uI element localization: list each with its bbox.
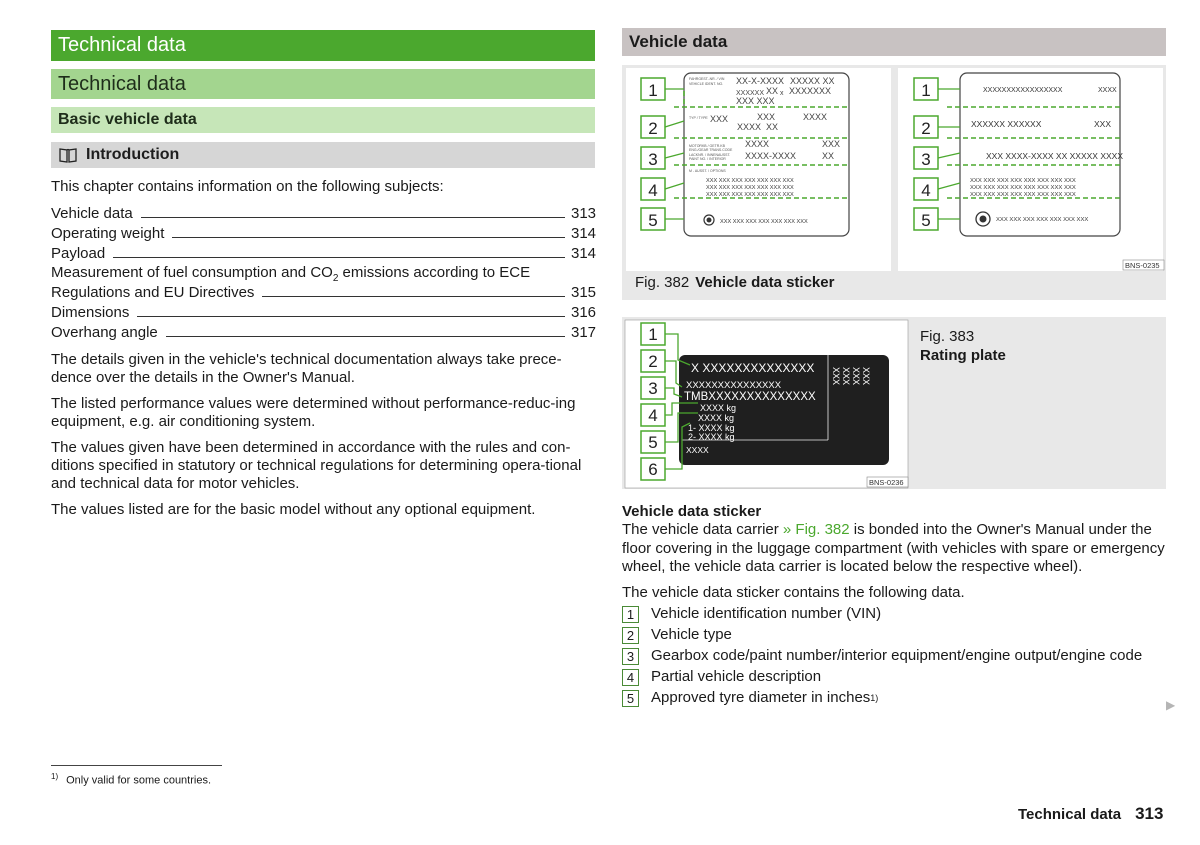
callout-4: 4 <box>648 181 658 200</box>
toc-page: 315 <box>571 284 597 301</box>
footer-title: Technical data <box>1018 806 1122 823</box>
intro-header <box>51 142 595 168</box>
callout-4: 4 <box>921 181 931 200</box>
svg-text:XXX: XXX <box>831 367 841 386</box>
figure-title: Vehicle data sticker <box>695 274 835 291</box>
toc-title: Operating weight <box>51 225 165 242</box>
callout-3: 3 <box>921 150 931 169</box>
svg-text:XXX: XXX <box>710 114 729 124</box>
callout-2: 2 <box>921 119 931 138</box>
rating-plate-illustration <box>622 317 912 489</box>
toc-entry-line1[interactable]: Measurement of fuel consumption and $CO_2$ emissions according to ECE <box>51 264 531 284</box>
svg-text:XX-X-XXXX: XX-X-XXXX <box>736 76 785 86</box>
svg-text:XXXX: XXXX <box>803 112 828 122</box>
subsection-header: Basic vehicle data <box>51 107 595 133</box>
svg-text:X XXXXXXXXXXXXXX: X XXXXXXXXXXXXXX <box>691 361 815 375</box>
item-number-badge: 2 <box>622 627 639 644</box>
svg-text:XXX XXX XXX XXX XXX XXX XXX XX: XXX XXX XXX XXX XXX XXX XXX XXX <box>970 192 1076 198</box>
callout-2: 2 <box>648 352 658 371</box>
svg-text:XXX: XXX <box>841 367 851 386</box>
svg-text:XXX XXX XXX XXX XXX XXX XXX: XXX XXX XXX XXX XXX XXX XXX <box>720 219 808 225</box>
chapter-header: Technical data <box>51 30 595 61</box>
item-number-badge: 4 <box>622 669 639 686</box>
callout-3: 3 <box>648 379 658 398</box>
svg-text:ENG./GEAR TRANS.CODE: ENG./GEAR TRANS.CODE <box>689 148 733 152</box>
toc-page: 314 <box>571 245 597 262</box>
svg-text:LACKNR. / INNENAUSST.: LACKNR. / INNENAUSST. <box>689 153 731 157</box>
vehicle-data-header: Vehicle data <box>622 28 1166 56</box>
paragraph: The listed performance values were determined without performance-reduc-ing equipment, e.g. air conditioning system. <box>51 395 576 430</box>
svg-text:XXX: XXX <box>1094 119 1112 129</box>
item-number-badge: 1 <box>622 606 639 623</box>
toc-entry[interactable] <box>51 282 595 302</box>
paragraph: The details given in the vehicle's technical documentation always take prece-dence over the details in the Owner's Manual. <box>51 351 562 386</box>
svg-text:M - AUSST. / OPTIONS: M - AUSST. / OPTIONS <box>689 169 726 173</box>
callout-5: 5 <box>921 211 931 230</box>
toc-page: 317 <box>571 324 597 341</box>
callout-4: 4 <box>648 406 658 425</box>
figure-code: BNS-0235 <box>1125 261 1160 270</box>
item-number-badge: 5 <box>622 690 639 707</box>
svg-text:XXX: XXX <box>822 139 841 149</box>
svg-text:XXXXXXXXXXXXXXX: XXXXXXXXXXXXXXX <box>686 380 782 391</box>
svg-text:XXX XXX XXX XXX XXX XXX XXX XX: XXX XXX XXX XXX XXX XXX XXX XXX <box>970 178 1076 184</box>
figure-title: Rating plate <box>920 347 1006 364</box>
svg-text:XX: XX <box>766 86 779 96</box>
svg-text:2- XXXX kg: 2- XXXX kg <box>688 432 735 442</box>
toc-entry[interactable] <box>51 203 595 223</box>
svg-text:XXX XXX XXX XXX XXX XXX XXX: XXX XXX XXX XXX XXX XXX XXX <box>706 178 794 184</box>
sticker-description: The vehicle data carrier » Fig. 382 is bonded into the Owner's Manual under the floor covering in the luggage compartment (with vehicles with spare or emergency wheel, the vehicle data carrier is located below the respective wheel). <box>622 521 1165 575</box>
svg-text:XXX XXX XXX XXX XXX XXX XXX XX: XXX XXX XXX XXX XXX XXX XXX XXX <box>970 185 1076 191</box>
toc-leader <box>137 316 565 317</box>
figure-number: Fig. 383 <box>920 328 975 345</box>
section-header: Technical data <box>51 69 595 99</box>
figure-number: Fig. 382 <box>635 274 690 291</box>
callout-2: 2 <box>648 119 658 138</box>
svg-text:XXXX kg: XXXX kg <box>698 413 735 423</box>
toc-title: Vehicle data <box>51 205 133 222</box>
svg-text:XXX XXX XXX XXX XXX XXX XXX: XXX XXX XXX XXX XXX XXX XXX <box>706 185 794 191</box>
svg-text:XXXXXXX: XXXXXXX <box>789 86 832 96</box>
list-item: 4 Partial vehicle description <box>622 668 1166 686</box>
toc-leader <box>113 257 565 258</box>
svg-text:XXXXX XX: XXXXX XX <box>790 76 835 86</box>
table-of-contents <box>51 203 595 342</box>
item-number-badge: 3 <box>622 648 639 665</box>
toc-entry[interactable] <box>51 302 595 322</box>
toc-entry[interactable] <box>51 322 595 342</box>
figure-link[interactable]: » Fig. 382 <box>782 521 850 538</box>
callout-1: 1 <box>921 81 931 100</box>
svg-text:XXX XXX XXX XXX XXX XXX XXX: XXX XXX XXX XXX XXX XXX XXX <box>996 217 1089 223</box>
callout-1: 1 <box>648 81 658 100</box>
footnote-reference[interactable]: 1) <box>870 692 879 703</box>
intro-header-label: Introduction <box>86 146 180 163</box>
svg-text:XXXXXXXXXXXXXXXXX: XXXXXXXXXXXXXXXXX <box>983 87 1063 94</box>
page-number: 313 <box>1135 804 1164 823</box>
svg-text:MOTORKB / GETR.KB: MOTORKB / GETR.KB <box>689 144 725 148</box>
svg-text:XXXX: XXXX <box>1098 87 1117 94</box>
figure-382 <box>622 65 1166 300</box>
toc-leader <box>166 336 565 337</box>
svg-text:VEHICLE IDENT. NO.: VEHICLE IDENT. NO. <box>689 82 724 86</box>
paragraph: The values listed are for the basic model without any optional equipment. <box>51 501 536 518</box>
left-column <box>51 30 595 519</box>
toc-leader <box>172 237 565 238</box>
svg-text:XXX XXX: XXX XXX <box>736 96 775 106</box>
callout-1: 1 <box>648 325 658 344</box>
svg-text:XX: XX <box>766 122 779 132</box>
toc-leader <box>141 217 565 218</box>
figure-caption <box>635 274 834 291</box>
footnote-divider <box>51 765 222 766</box>
svg-text:XXXX: XXXX <box>686 445 709 455</box>
toc-page: 316 <box>571 304 597 321</box>
callout-5: 5 <box>648 433 658 452</box>
callout-3: 3 <box>648 150 658 169</box>
list-intro: The vehicle data sticker contains the following data. <box>622 583 965 601</box>
toc-entry[interactable] <box>51 243 595 263</box>
list-item: 1 Vehicle identification number (VIN) <box>622 605 1166 623</box>
svg-text:1- XXXX kg: 1- XXXX kg <box>688 423 735 433</box>
svg-text:XXX: XXX <box>757 112 776 122</box>
svg-text:TMBXXXXXXXXXXXXXX: TMBXXXXXXXXXXXXXX <box>684 391 816 403</box>
callout-5: 5 <box>648 211 658 230</box>
svg-text:XXXXXX XXXXXX: XXXXXX XXXXXX <box>971 119 1042 129</box>
svg-text:XXXXXX: XXXXXX <box>736 90 765 97</box>
figure-code: BNS-0236 <box>869 478 904 487</box>
book-icon <box>58 147 78 163</box>
paragraph: The values given have been determined in accordance with the rules and con-ditions specified in statutory or technical regulations for determining opera-tional and technical data for motor vehicles. <box>51 439 582 492</box>
svg-text:XXX XXXX-XXXX XX XXXXX XXXX: XXX XXXX-XXXX XX XXXXX XXXX <box>986 151 1124 161</box>
svg-text:XXXX-XXXX: XXXX-XXXX <box>745 151 797 161</box>
toc-page: 313 <box>571 205 597 222</box>
toc-title: Dimensions <box>51 304 130 321</box>
svg-text:XXXX: XXXX <box>737 122 762 132</box>
svg-text:XX: XX <box>822 151 835 161</box>
svg-text:XXX: XXX <box>851 367 861 386</box>
toc-title: Payload <box>51 245 106 262</box>
toc-entry[interactable] <box>51 223 595 243</box>
toc-leader <box>262 296 565 297</box>
intro-text: This chapter contains information on the following subjects: <box>51 178 444 195</box>
list-item: 2 Vehicle type <box>622 626 1166 644</box>
toc-title: Overhang angle <box>51 324 158 341</box>
svg-text:FAHRGEST.-NR. / VIN: FAHRGEST.-NR. / VIN <box>689 77 725 81</box>
toc-page: 314 <box>571 225 597 242</box>
list-item: 5 Approved tyre diameter in inches 1) <box>622 689 1166 707</box>
page-footer <box>1018 804 1163 824</box>
svg-text:XXXX kg: XXXX kg <box>700 403 737 413</box>
sticker-heading: Vehicle data sticker <box>622 503 762 520</box>
vehicle-data-sticker-illustration <box>622 65 1166 271</box>
toc-title: Regulations and EU Directives <box>51 284 255 301</box>
svg-text:PAINT NO. / INTERIOR: PAINT NO. / INTERIOR <box>689 157 726 161</box>
continue-arrow-icon: ▶ <box>1166 698 1176 712</box>
callout-6: 6 <box>648 460 658 479</box>
svg-text:XXXX: XXXX <box>745 139 770 149</box>
svg-text:XXX: XXX <box>861 367 871 386</box>
figure-383 <box>622 317 1166 489</box>
svg-text:TYP / TYPE: TYP / TYPE <box>689 116 708 120</box>
footnote: $^{1)}$ Only valid for some countries. <box>51 772 212 787</box>
svg-text:XXX XXX XXX XXX XXX XXX XXX: XXX XXX XXX XXX XXX XXX XXX <box>706 192 794 198</box>
right-column <box>622 28 1166 707</box>
list-item: 3 Gearbox code/paint number/interior equipment/engine output/engine code <box>622 647 1166 665</box>
figure-caption <box>920 327 1006 365</box>
svg-text:x: x <box>780 90 784 97</box>
